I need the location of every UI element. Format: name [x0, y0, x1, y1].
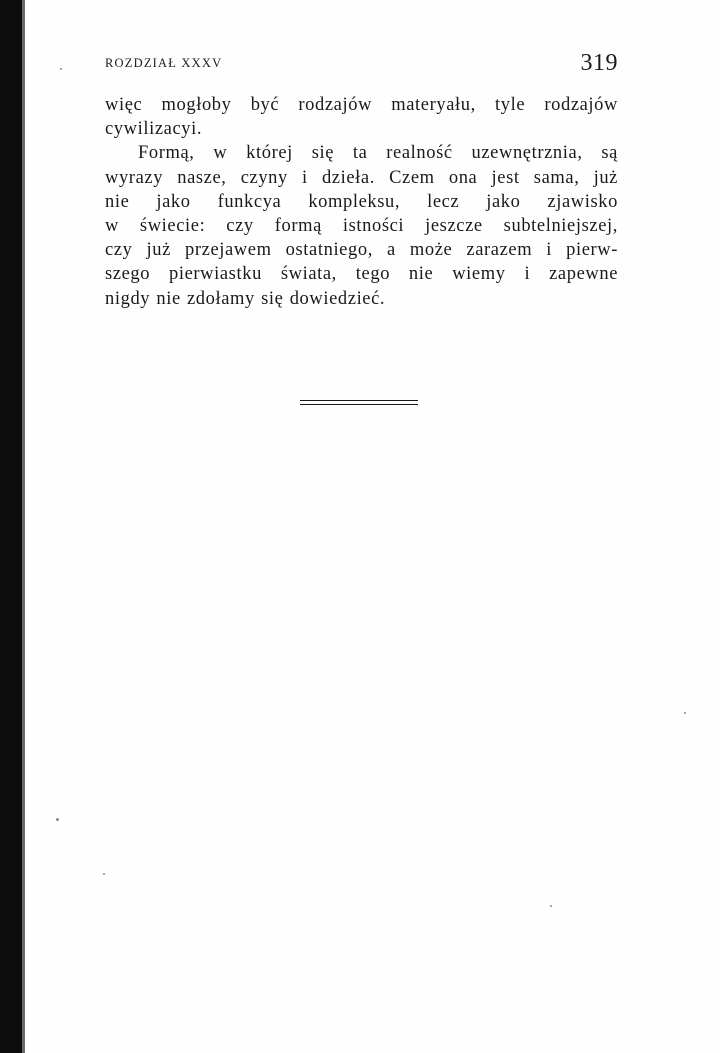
text-line: więc mogłoby być rodzajów materyału, tyle rodzajów — [105, 95, 618, 115]
text-line: cywilizacyi. — [105, 119, 203, 140]
text-line: w świecie: czy formą istności jeszcze subtelniejszej, — [105, 215, 618, 236]
paper-speck — [550, 905, 552, 907]
paper-speck — [56, 818, 59, 821]
section-end-rule — [300, 400, 418, 406]
binding-shadow — [22, 0, 25, 1053]
paper-speck — [60, 68, 62, 70]
binding-edge — [0, 0, 22, 1053]
text-line: nie jako funkcya kompleksu, lecz jako zjawisko — [105, 191, 618, 212]
paper-speck — [684, 712, 686, 714]
text-line: nigdy nie zdołamy się dowiedzieć. — [105, 288, 386, 309]
text-line: wyrazy nasze, czyny i dzieła. Czem ona jest sama, już — [105, 167, 618, 188]
chapter-title: ROZDZIAŁ XXXV — [105, 56, 223, 70]
page-number: 319 — [580, 50, 618, 76]
rule-line — [300, 404, 418, 405]
paragraph-first-line: Formą, w której się ta realność uzewnętrznia, są — [138, 143, 618, 164]
rule-line — [300, 400, 418, 401]
text-line: szego pierwiastku świata, tego nie wiemy i zapewne — [105, 264, 618, 285]
running-head — [105, 50, 618, 82]
body-text — [105, 93, 618, 311]
text-line: czy już przejawem ostatniego, a może zarazem i pierw- — [105, 240, 618, 261]
paper-speck — [103, 873, 105, 875]
